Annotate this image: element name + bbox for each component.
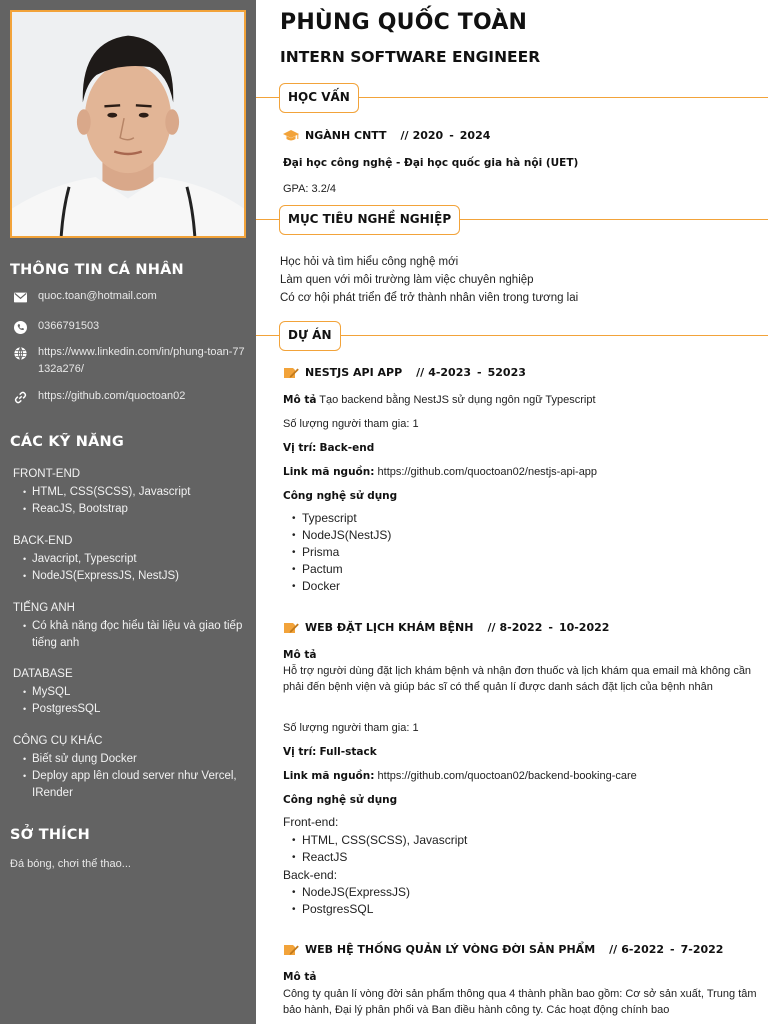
tech-list [292, 510, 391, 595]
skills-title: CÁC KỸ NĂNG [10, 434, 124, 450]
source-link[interactable]: https://github.com/quoctoan02/nestjs-api-app [377, 466, 598, 478]
position-label: Vị trí: [283, 442, 317, 454]
hobby-title: SỞ THÍCH [10, 827, 90, 843]
projects-heading: DỰ ÁN [279, 321, 341, 351]
skill-item: • Có khả năng đọc hiểu tài liệu và giao tiếp tiếng anh [25, 618, 245, 652]
skill-group-title: FRONT-END [13, 468, 81, 480]
project-members: Số lượng người tham gia: 1 [283, 418, 419, 430]
hobby-text: Đá bóng, chơi thể thao... [10, 858, 131, 870]
skill-group-backend [13, 533, 245, 585]
project-link [283, 464, 763, 480]
goal-line: Làm quen với môi trường làm việc chuyên nghiệp [280, 274, 534, 286]
contact-phone[interactable] [12, 318, 248, 335]
skill-item: • HTML, CSS(SCSS), Javascript [25, 484, 245, 501]
project-title: WEB HỆ THỐNG QUẢN LÝ VÒNG ĐỜI SẢN PHẨM // 6-2022 - 7-2022 [283, 943, 723, 956]
tech-item: • ReactJS [292, 849, 467, 866]
position-value: Full-stack [319, 746, 377, 758]
contact-github[interactable] [12, 388, 248, 405]
tech-item: • Typescript [292, 510, 391, 527]
portrait-image [12, 12, 244, 236]
email-text: quoc.toan@hotmail.com [38, 290, 157, 302]
education-start: 2020 [412, 129, 444, 142]
tech-item: • Docker [292, 578, 391, 595]
project-members: Số lượng người tham gia: 1 [283, 722, 419, 734]
envelope-icon [12, 290, 28, 304]
link-icon [12, 390, 28, 404]
link-label: Link mã nguồn: [283, 466, 375, 478]
project-start: 8-2022 [499, 621, 543, 634]
description-label: Mô tả [283, 971, 317, 983]
project-description [283, 392, 763, 408]
position-label: Vị trí: [283, 746, 317, 758]
skill-group-title: BACK-END [13, 535, 73, 547]
edit-icon [283, 622, 299, 634]
project-end: 52023 [487, 366, 526, 379]
goals-heading: MỤC TIÊU NGHỀ NGHIỆP [279, 205, 460, 235]
date-separator: // [400, 129, 409, 142]
skill-item: • NodeJS(ExpressJS, NestJS) [25, 568, 245, 585]
skill-item: • Biết sử dụng Docker [25, 751, 245, 768]
frontend-label: Front-end: [283, 815, 339, 829]
project-start: 6-2022 [621, 943, 665, 956]
date-dash: - [449, 129, 454, 142]
phone-icon [12, 320, 28, 334]
description-text: Hỗ trợ người dùng đặt lịch khám bệnh và nhận đơn thuốc và lịch khám qua email mà không cần phải đến bệnh viện và giúp bác sĩ có thể quản lí được danh sách đặt lịch của bệnh nhân [283, 665, 752, 693]
tech-label: Công nghệ sử dụng [283, 490, 398, 502]
skill-group-title: DATABASE [13, 668, 73, 680]
skill-group-database [13, 666, 245, 718]
project-name: WEB HỆ THỐNG QUẢN LÝ VÒNG ĐỜI SẢN PHẨM [305, 943, 596, 956]
project-title: NESTJS API APP // 4-2023 - 52023 [283, 366, 526, 379]
school-name: Đại học công nghệ - Đại học quốc gia hà nội (UET) [283, 157, 579, 169]
skill-item: • PostgresSQL [25, 701, 245, 718]
linkedin-text: https://www.linkedin.com/in/phung-toan-77132a276/ [38, 346, 245, 375]
project-end: 7-2022 [680, 943, 724, 956]
education-end: 2024 [459, 129, 491, 142]
contact-linkedin[interactable] [12, 344, 248, 378]
tech-label: Công nghệ sử dụng [283, 794, 398, 806]
full-name: PHÙNG QUỐC TOÀN [280, 10, 528, 35]
tech-item: • NodeJS(NestJS) [292, 527, 391, 544]
project-name: WEB ĐẶT LỊCH KHÁM BỆNH [305, 621, 474, 634]
globe-icon [12, 346, 28, 360]
main-content [256, 0, 768, 1024]
project-position [283, 744, 763, 760]
education-entry-title [283, 129, 490, 142]
project-name: NESTJS API APP [305, 366, 403, 379]
skill-group-english [13, 600, 245, 652]
education-heading: HỌC VẤN [279, 83, 359, 113]
gpa-text: GPA: 3.2/4 [283, 183, 336, 195]
graduation-cap-icon [283, 130, 299, 142]
description-label: Mô tả [283, 649, 317, 661]
link-label: Link mã nguồn: [283, 770, 375, 782]
project-link [283, 768, 763, 784]
edit-icon [283, 367, 299, 379]
backend-label: Back-end: [283, 868, 338, 882]
profile-photo [10, 10, 246, 238]
skill-group-frontend [13, 466, 245, 518]
tech-item: • HTML, CSS(SCSS), Javascript [292, 832, 467, 849]
skill-item: • MySQL [25, 684, 245, 701]
personal-info-title: THÔNG TIN CÁ NHÂN [10, 262, 184, 278]
sidebar [0, 0, 256, 1024]
tech-item: • NodeJS(ExpressJS) [292, 884, 410, 901]
project-title: WEB ĐẶT LỊCH KHÁM BỆNH // 8-2022 - 10-2022 [283, 621, 609, 634]
goal-line: Học hỏi và tìm hiểu công nghệ mới [280, 256, 459, 268]
project-position [283, 440, 763, 456]
position-value: Back-end [319, 442, 375, 454]
backend-tech-list [292, 884, 410, 918]
github-text: https://github.com/quoctoan02 [38, 390, 186, 402]
skill-item: • Javacript, Typescript [25, 551, 245, 568]
project-end: 10-2022 [558, 621, 610, 634]
description-text: Tạo backend bằng NestJS sử dụng ngôn ngữ Typescript [319, 394, 596, 406]
job-title: INTERN SOFTWARE ENGINEER [280, 48, 541, 66]
edit-icon [283, 944, 299, 956]
project-start: 4-2023 [428, 366, 472, 379]
goal-line: Có cơ hội phát triển để trở thành nhân viên trong tương lai [280, 292, 579, 304]
tech-item: • PostgresSQL [292, 901, 410, 918]
source-link[interactable]: https://github.com/quoctoan02/backend-booking-care [377, 770, 637, 782]
major-name: NGÀNH CNTT [305, 129, 387, 142]
phone-text: 0366791503 [38, 320, 100, 332]
skill-group-title: TIẾNG ANH [13, 602, 75, 614]
description-label: Mô tả [283, 394, 317, 406]
skill-item: • Deploy app lên cloud server như Vercel, IRender [25, 768, 245, 802]
tech-item: • Pactum [292, 561, 391, 578]
frontend-tech-list [292, 832, 467, 866]
tech-item: • Prisma [292, 544, 391, 561]
contact-email[interactable] [12, 288, 248, 305]
skill-group-title: CÔNG CỤ KHÁC [13, 735, 103, 747]
skill-item: • ReacJS, Bootstrap [25, 501, 245, 518]
skill-group-tools [13, 733, 245, 802]
description-text: Công ty quản lí vòng đời sản phẩm thông qua 4 thành phần bao gồm: Cơ sở sản xuất, Trung tâm bảo hành, Đại lý phân phối và Ban điều hành công ty. Các hoạt động chính bao [283, 988, 757, 1016]
